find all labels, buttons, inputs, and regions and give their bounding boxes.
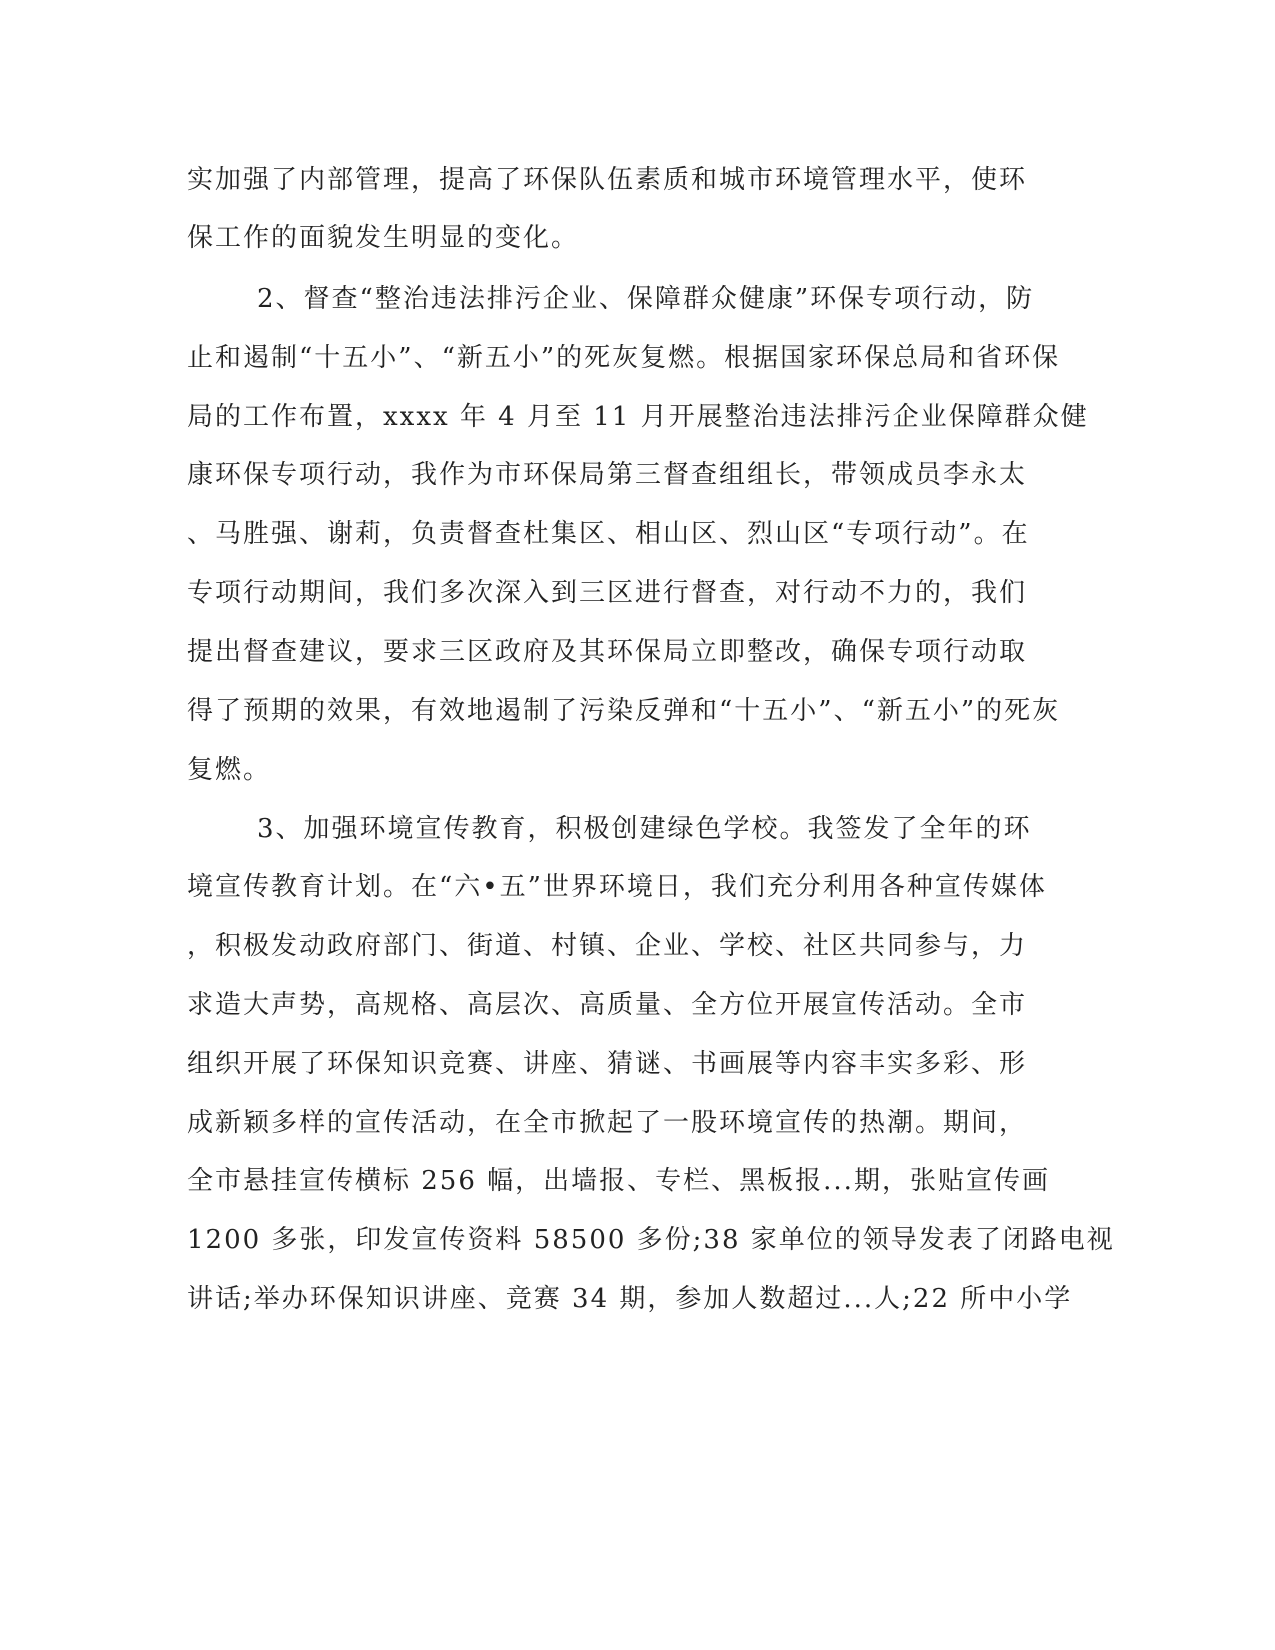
text-line: 1200 多张，印发宣传资料 58500 多份;38 家单位的领导发表了闭路电视 [187, 1225, 1115, 1255]
text-line: 境宣传教育计划。在“六•五”世界环境日，我们充分利用各种宣传媒体 [187, 872, 1047, 902]
text-line: 、马胜强、谢莉，负责督查杜集区、相山区、烈山区“专项行动”。在 [187, 519, 1030, 549]
paragraph-2-first-line: 2、督查“整治违法排污企业、保障群众健康”环保专项行动，防 [257, 284, 1035, 314]
text-line: 康环保专项行动，我作为市环保局第三督查组组长，带领成员李永太 [187, 460, 1028, 490]
text-line: 保工作的面貌发生明显的变化。 [187, 223, 580, 253]
text-line: 讲话;举办环保知识讲座、竞赛 34 期，参加人数超过...人;22 所中小学 [187, 1284, 1073, 1314]
text-line: 成新颖多样的宣传活动，在全市掀起了一股环境宣传的热潮。期间， [187, 1108, 1028, 1138]
text-line: 全市悬挂宣传横标 256 幅，出墙报、专栏、黑板报...期，张贴宣传画 [187, 1166, 1050, 1196]
text-line: ，积极发动政府部门、街道、村镇、企业、学校、社区共同参与，力 [187, 931, 1028, 961]
text-line: 组织开展了环保知识竞赛、讲座、猜谜、书画展等内容丰实多彩、形 [187, 1049, 1028, 1079]
text-line: 求造大声势，高规格、高层次、高质量、全方位开展宣传活动。全市 [187, 990, 1028, 1020]
text-line: 实加强了内部管理，提高了环保队伍素质和城市环境管理水平，使环 [187, 165, 1028, 195]
text-line: 局的工作布置，xxxx 年 4 月至 11 月开展整治违法排污企业保障群众健 [187, 402, 1089, 432]
text-line: 得了预期的效果，有效地遏制了污染反弹和“十五小”、“新五小”的死灰 [187, 696, 1061, 726]
text-line: 专项行动期间，我们多次深入到三区进行督查，对行动不力的，我们 [187, 578, 1028, 608]
text-line: 止和遏制“十五小”、“新五小”的死灰复燃。根据国家环保总局和省环保 [187, 343, 1061, 373]
paragraph-3-first-line: 3、加强环境宣传教育，积极创建绿色学校。我签发了全年的环 [257, 814, 1032, 844]
text-line: 复燃。 [187, 755, 272, 785]
text-line: 提出督查建议，要求三区政府及其环保局立即整改，确保专项行动取 [187, 637, 1028, 667]
